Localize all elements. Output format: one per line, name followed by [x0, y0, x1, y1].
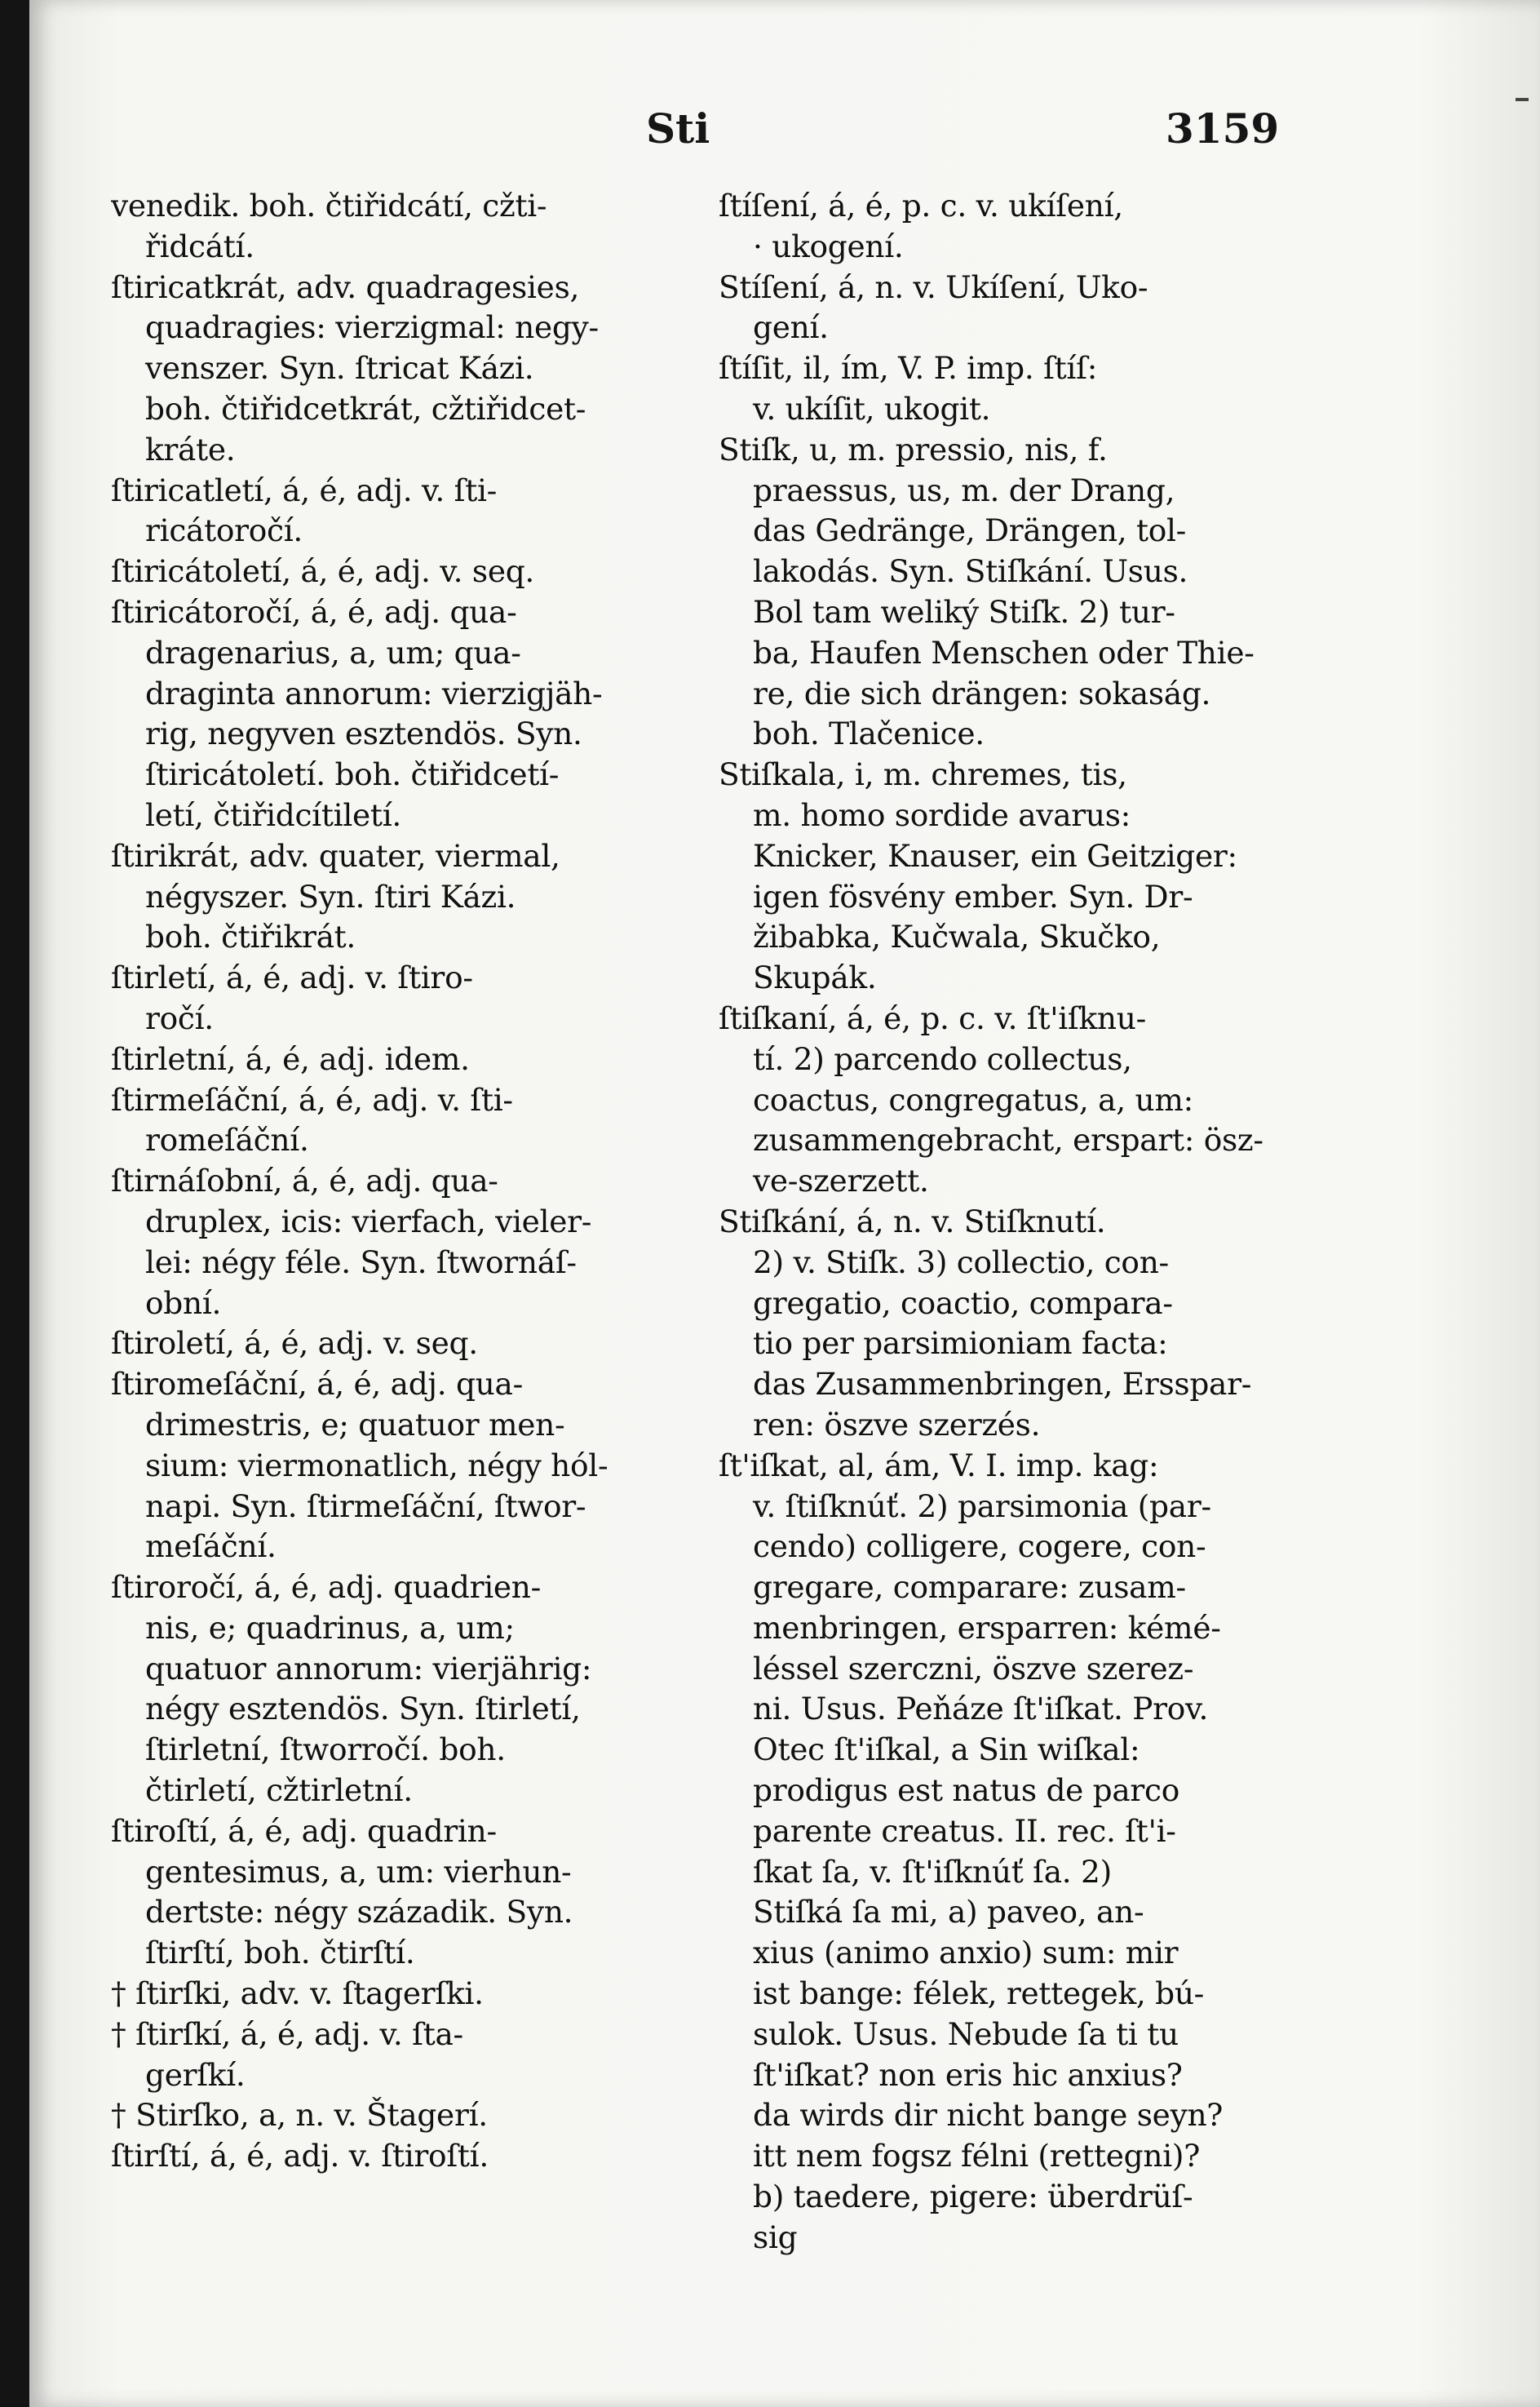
- left-column: [111, 186, 721, 2307]
- dictionary-entry: ſtiricátoročí, á, é, adj. qua- dragenarius, a, um; qua- draginta annorum: vierzigjäh- rig, negyven esztendös. Syn. ſtiricátoletí. boh. čtiřidcetí- letí, čtiřidcítiletí.: [111, 593, 603, 833]
- right-column: [719, 186, 1355, 2307]
- dictionary-entry: ſtirletí, á, é, adj. v. ſtiro- ročí.: [111, 960, 473, 1036]
- dictionary-entry: ſtirletní, á, é, adj. idem.: [111, 1040, 470, 1077]
- dictionary-entry: ſtirnáſobní, á, é, adj. qua- druplex, icis: vierfach, vieler- lei: négy féle. Syn. ſtwornáſ- obní.: [111, 1163, 592, 1321]
- dictionary-entry: Stiſkání, á, n. v. Stiſknutí. 2) v. Stiſk. 3) collectio, con- gregatio, coactio, compara- tio per parsimioniam facta: das Zusammenbringen, Ersspar- ren: öszve szerzés.: [719, 1203, 1252, 1443]
- dictionary-entry: ſtíſit, il, ím, V. P. imp. ſtíſ: v. ukíſit, ukogit.: [719, 350, 1098, 427]
- dictionary-entry: † Stirſko, a, n. v. Štagerí.: [111, 2097, 488, 2134]
- dictionary-entry: ſtiroletí, á, é, adj. v. seq.: [111, 1325, 478, 1362]
- dictionary-entry: ſtiroročí, á, é, adj. quadrien- nis, e; quadrinus, a, um; quatuor annorum: vierjährig: négy esztendös. Syn. ſtirletí, ſtirletní, ſtworročí. boh. čtirletí, cžtirletní.: [111, 1569, 592, 1809]
- dictionary-entry: ſtiricatkrát, adv. quadragesies, quadragies: vierzigmal: negy- venszer. Syn. ſtricat Kázi. boh. čtiřidcetkrát, cžtiřidcet- kráte.: [111, 268, 599, 468]
- page-number: 3159: [1166, 104, 1280, 153]
- dictionary-entry: ſtiricátoletí, á, é, adj. v. seq.: [111, 553, 535, 590]
- dictionary-entry: ſtiromeſáční, á, é, adj. qua- drimestris, e; quatuor men- sium: viermonatlich, négy hól- napi. Syn. ſtirmeſáční, ſtwor- meſáční.: [111, 1366, 608, 1565]
- page-header: [29, 91, 1540, 153]
- running-head: Sti: [646, 104, 710, 153]
- dictionary-entry: venedik. boh. čtiřidcátí, cžti- řidcátí.: [111, 188, 547, 264]
- edge-mark: [1516, 98, 1529, 101]
- dictionary-entry: † ſtirſkí, á, é, adj. v. ſta- gerſkí.: [111, 2015, 463, 2093]
- dictionary-entry: † ſtirſki, adv. v. ſtagerſki.: [111, 1975, 484, 2012]
- dictionary-entry: ſtirmeſáční, á, é, adj. v. ſti- romeſáční.: [111, 1081, 513, 1159]
- dictionary-page: [29, 0, 1540, 2407]
- dictionary-entry: ſt'iſkat, al, ám, V. I. imp. kag: v. ſtiſknúť. 2) parsimonia (par- cendo) colligere, cogere, con- gregare, comparare: zusam- menbringen, ersparren: kémé- léssel szerczni, öszve szerez- ni. Usus. Peňáze ſt'iſkat. Prov. Otec ſt'iſkal, a Sin wiſkal: prodigus est natus de parco parente creatus. II. rec. ſt'i- ſkat ſa, v. ſt'iſknúť ſa. 2) Stiſká ſa mi, a) paveo, an- xius (animo anxio) sum: mir ist bange: félek, rettegek, bú- sulok. Usus. Nebude ſa ti tu ſt'iſkat? non eris hic anxius? da wirds dir nicht bange seyn? itt nem fogsz félni (rettegni)? b) taedere, pigere: überdrüſ- sig: [719, 1447, 1224, 2255]
- dictionary-entry: Stíſení, á, n. v. Ukíſení, Uko- gení.: [719, 268, 1148, 346]
- dictionary-entry: ſtiricatletí, á, é, adj. v. ſti- ricátoročí.: [111, 472, 498, 549]
- dictionary-entry: ſtiſkaní, á, é, p. c. v. ſt'iſknu- tí. 2) parcendo collectus, coactus, congregatus, a, um: zusammengebracht, erspart: ösz- ve-szerzett.: [719, 1000, 1263, 1199]
- dictionary-entry: ſtirſtí, á, é, adj. v. ſtiroſtí.: [111, 2138, 489, 2174]
- dictionary-entry: Stiſk, u, m. pressio, nis, f. praessus, us, m. der Drang, das Gedränge, Drängen, tol- lakodás. Syn. Stiſkání. Usus. Bol tam weliký Stiſk. 2) tur- ba, Haufen Menschen oder Thie- re, die sich drängen: sokaság. boh. Tlačenice.: [719, 431, 1255, 752]
- dictionary-entry: Stiſkala, i, m. chremes, tis, m. homo sordide avarus: Knicker, Knauser, ein Geitziger: igen fösvény ember. Syn. Dr- žibabka, Kučwala, Skučko, Skupák.: [719, 756, 1237, 996]
- dictionary-entry: ſtíſení, á, é, p. c. v. ukíſení, · ukogení.: [719, 188, 1123, 264]
- dictionary-entry: ſtirikrát, adv. quater, viermal, négyszer. Syn. ſtiri Kázi. boh. čtiřikrát.: [111, 837, 560, 955]
- dictionary-entry: ſtiroſtí, á, é, adj. quadrin- gentesimus, a, um: vierhun- dertste: négy századik. Syn. ſtirſtí, boh. čtirſtí.: [111, 1812, 573, 1971]
